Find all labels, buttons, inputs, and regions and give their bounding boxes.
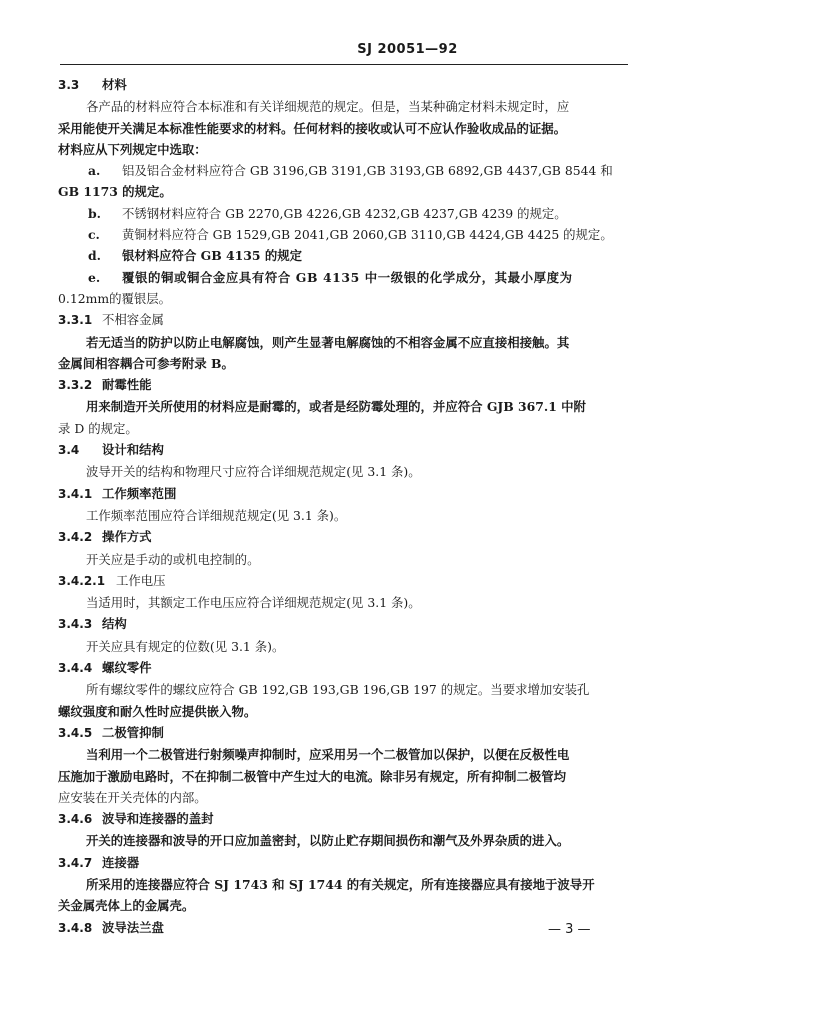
paragraph-line: 压施加于激励电路时，不在抑制二极管中产生过大的电流。除非另有规定，所有抑制二极管均 xyxy=(58,768,567,784)
paragraph-line: 开关的连接器和波导的开口应加盖密封，以防止贮存期间损伤和潮气及外界杂质的进入。 xyxy=(86,833,570,849)
section-heading xyxy=(58,808,630,830)
paragraph-line: 所有螺纹零件的螺纹应符合 GB 192,GB 193,GB 196,GB 197 的规定。当要求增加安装孔 xyxy=(86,682,590,698)
paragraph-line: 开关应是手动的或机电控制的。 xyxy=(86,551,260,567)
list-text: 铝及铝合金材料应符合 GB 3196,GB 3191,GB 3193,GB 6892,GB 4437,GB 8544 和 xyxy=(122,163,613,179)
section-heading xyxy=(58,74,630,96)
section-title: 螺纹零件 xyxy=(102,660,152,676)
list-item xyxy=(58,267,630,288)
section-number: 3.4.1 xyxy=(58,486,93,501)
list-label: d. xyxy=(88,248,101,264)
section-title: 结构 xyxy=(102,616,127,632)
section-heading xyxy=(58,917,630,939)
list-item xyxy=(58,224,630,245)
section-title: 波导法兰盘 xyxy=(102,919,164,935)
section-number: 3.4.2.1 xyxy=(58,573,106,588)
section-title: 材料 xyxy=(102,77,127,92)
paragraph-line: GB 1173 的规定。 xyxy=(58,184,172,200)
standard-code-header: SJ 20051—92 xyxy=(357,42,458,57)
list-item xyxy=(58,203,630,224)
paragraph-line: 采用能使开关满足本标准性能要求的材料。任何材料的接收或认可不应认作验收成品的证据。 xyxy=(58,120,567,136)
section-heading xyxy=(58,613,630,635)
list-label: b. xyxy=(88,205,101,221)
page-number: — 3 — xyxy=(548,922,591,937)
paragraph-line: 若无适当的防护以防止电解腐蚀，则产生显著电解腐蚀的不相容金属不应直接相接触。其 xyxy=(86,334,570,350)
section-heading xyxy=(58,852,630,874)
section-title: 设计和结构 xyxy=(102,442,164,458)
paragraph-line: 各产品的材料应符合本标准和有关详细规范的规定。但是，当某种确定材料未规定时，应 xyxy=(86,99,570,115)
section-heading xyxy=(58,722,630,744)
section-heading xyxy=(58,309,630,331)
list-item xyxy=(58,245,630,266)
section-number: 3.4.7 xyxy=(58,855,93,870)
section-title: 工作频率范围 xyxy=(102,485,177,501)
paragraph-line: 材料应从下列规定中选取： xyxy=(58,141,207,157)
section-heading xyxy=(58,374,630,396)
list-label: a. xyxy=(88,163,101,179)
paragraph-line: 用来制造开关所使用的材料应是耐霉的，或者是经防霉处理的，并应符合 GJB 367.1 中附 xyxy=(86,399,586,415)
section-number: 3.4.5 xyxy=(58,725,93,740)
section-heading xyxy=(58,483,630,505)
section-number: 3.3 xyxy=(58,78,80,92)
paragraph-line: 波导开关的结构和物理尺寸应符合详细规范规定(见 3.1 条)。 xyxy=(86,464,421,480)
paragraph-line: 应安装在开关壳体的内部。 xyxy=(58,789,207,805)
paragraph-line: 0.12mm的覆银层。 xyxy=(58,290,172,306)
paragraph-line: 工作频率范围应符合详细规范规定(见 3.1 条)。 xyxy=(86,507,347,523)
section-title: 操作方式 xyxy=(102,529,152,545)
section-heading xyxy=(58,570,630,592)
list-text: 不锈钢材料应符合 GB 2270,GB 4226,GB 4232,GB 4237,GB 4239 的规定。 xyxy=(122,205,567,221)
list-label: c. xyxy=(88,227,100,243)
list-label: e. xyxy=(88,269,101,285)
document-body xyxy=(58,74,630,939)
list-text: 银材料应符合 GB 4135 的规定 xyxy=(122,248,302,264)
paragraph-line: 当适用时，其额定工作电压应符合详细规范规定(见 3.1 条)。 xyxy=(86,595,421,611)
section-title: 耐霉性能 xyxy=(102,377,152,393)
section-number: 3.4 xyxy=(58,443,80,458)
section-number: 3.4.2 xyxy=(58,530,93,545)
header-rule xyxy=(60,64,628,65)
section-title: 二极管抑制 xyxy=(102,724,164,740)
paragraph-line: 金属间相容耦合可参考附录 B。 xyxy=(58,355,234,371)
paragraph-line: 所采用的连接器应符合 SJ 1743 和 SJ 1744 的有关规定，所有连接器应具有接地于波导开 xyxy=(86,876,595,892)
paragraph-line: 螺纹强度和耐久性时应提供嵌入物。 xyxy=(58,703,257,719)
section-number: 3.4.4 xyxy=(58,661,93,676)
section-number: 3.4.3 xyxy=(58,617,93,632)
section-heading xyxy=(58,439,630,461)
list-text: 覆银的铜或铜合金应具有符合 GB 4135 中一级银的化学成分，其最小厚度为 xyxy=(122,269,573,285)
section-number: 3.4.6 xyxy=(58,812,93,827)
section-title: 工作电压 xyxy=(116,572,166,588)
paragraph-line: 当利用一个二极管进行射频噪声抑制时，应采用另一个二极管加以保护，以便在反极性电 xyxy=(86,747,570,763)
list-text: 黄铜材料应符合 GB 1529,GB 2041,GB 2060,GB 3110,GB 4424,GB 4425 的规定。 xyxy=(122,227,613,243)
section-number: 3.3.1 xyxy=(58,313,93,328)
section-title: 连接器 xyxy=(102,854,140,870)
paragraph-line: 录 D 的规定。 xyxy=(58,420,138,436)
section-title: 不相容金属 xyxy=(102,312,164,328)
section-heading xyxy=(58,657,630,679)
list-item xyxy=(58,160,630,181)
section-number: 3.3.2 xyxy=(58,378,93,393)
section-heading xyxy=(58,526,630,548)
section-title: 波导和连接器的盖封 xyxy=(102,811,214,827)
section-number: 3.4.8 xyxy=(58,920,93,935)
paragraph-line: 关金属壳体上的金属壳。 xyxy=(58,898,195,914)
paragraph-line: 开关应具有规定的位数(见 3.1 条)。 xyxy=(86,638,285,654)
